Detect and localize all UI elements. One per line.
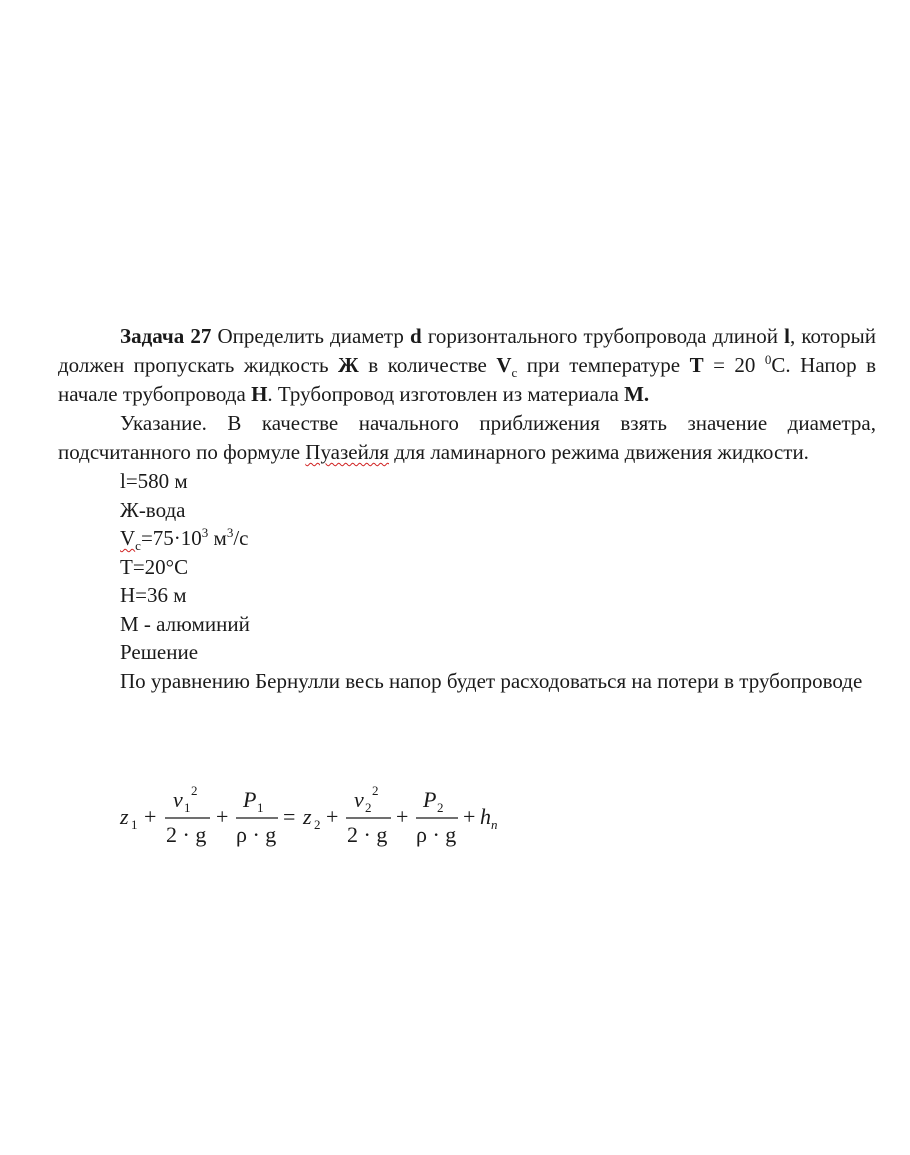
svg-text:п: п (491, 817, 498, 832)
svg-text:2 · g: 2 · g (166, 822, 207, 847)
svg-text:ρ · g: ρ · g (416, 822, 457, 847)
svg-text:2: 2 (191, 783, 198, 798)
svg-text:2 · g: 2 · g (347, 822, 388, 847)
param-flow: $V_c=75\cdot 10^3$ $м^3/с$ (120, 525, 249, 554)
svg-text:2: 2 (365, 800, 372, 815)
term-v1: v (173, 787, 183, 812)
svg-text:+: + (326, 804, 339, 829)
svg-text:1: 1 (257, 800, 264, 815)
term-v2: v (354, 787, 364, 812)
document-page (58, 322, 876, 696)
term-p1: P (243, 787, 257, 812)
svg-text:2: 2 (314, 817, 321, 832)
param-head: H=36 м (120, 583, 187, 607)
task-title: Задача 27 (120, 324, 212, 348)
svg-text:+: + (216, 804, 229, 829)
task-paragraph: Задача 27 Определить диаметр d горизонтального трубопровода длиной l, который должен пропускать жидкость Ж в количестве $V_c$ при температуре T = 20 $^0$С. Напор в начале трубопровода H. Трубопровод изготовлен из материала М. (58, 324, 877, 406)
svg-text:+: + (463, 804, 476, 829)
param-fluid: Ж-вода (120, 497, 186, 522)
term-head-loss: h (480, 804, 491, 829)
param-temperature: T=20°C (120, 554, 189, 579)
bernoulli-equation (118, 782, 538, 852)
svg-text:+: + (396, 804, 409, 829)
term-z1: z (120, 804, 129, 829)
svg-text:2: 2 (372, 783, 379, 798)
svg-text:2: 2 (437, 800, 444, 815)
poiseuille-name: Пуазейля (305, 440, 389, 464)
param-length: l=580 м (120, 469, 188, 493)
svg-text:ρ · g: ρ · g (236, 822, 277, 847)
solution-heading: Решение (120, 640, 199, 664)
svg-text:=: = (283, 804, 296, 829)
svg-text:1: 1 (131, 817, 138, 832)
svg-text:+: + (144, 804, 157, 829)
svg-text:1: 1 (184, 800, 191, 815)
solution-paragraph: По уравнению Бернулли весь напор будет расходоваться на потери в трубопроводе (120, 668, 863, 693)
param-material: М - алюминий (120, 611, 250, 636)
hint-paragraph: Указание. В качестве начального приближения взять значение диаметра, подсчитанного по формуле Пуазейля для ламинарного режима движения жидкости. (58, 411, 876, 464)
term-p2: P (423, 787, 437, 812)
term-z2: z (303, 804, 312, 829)
